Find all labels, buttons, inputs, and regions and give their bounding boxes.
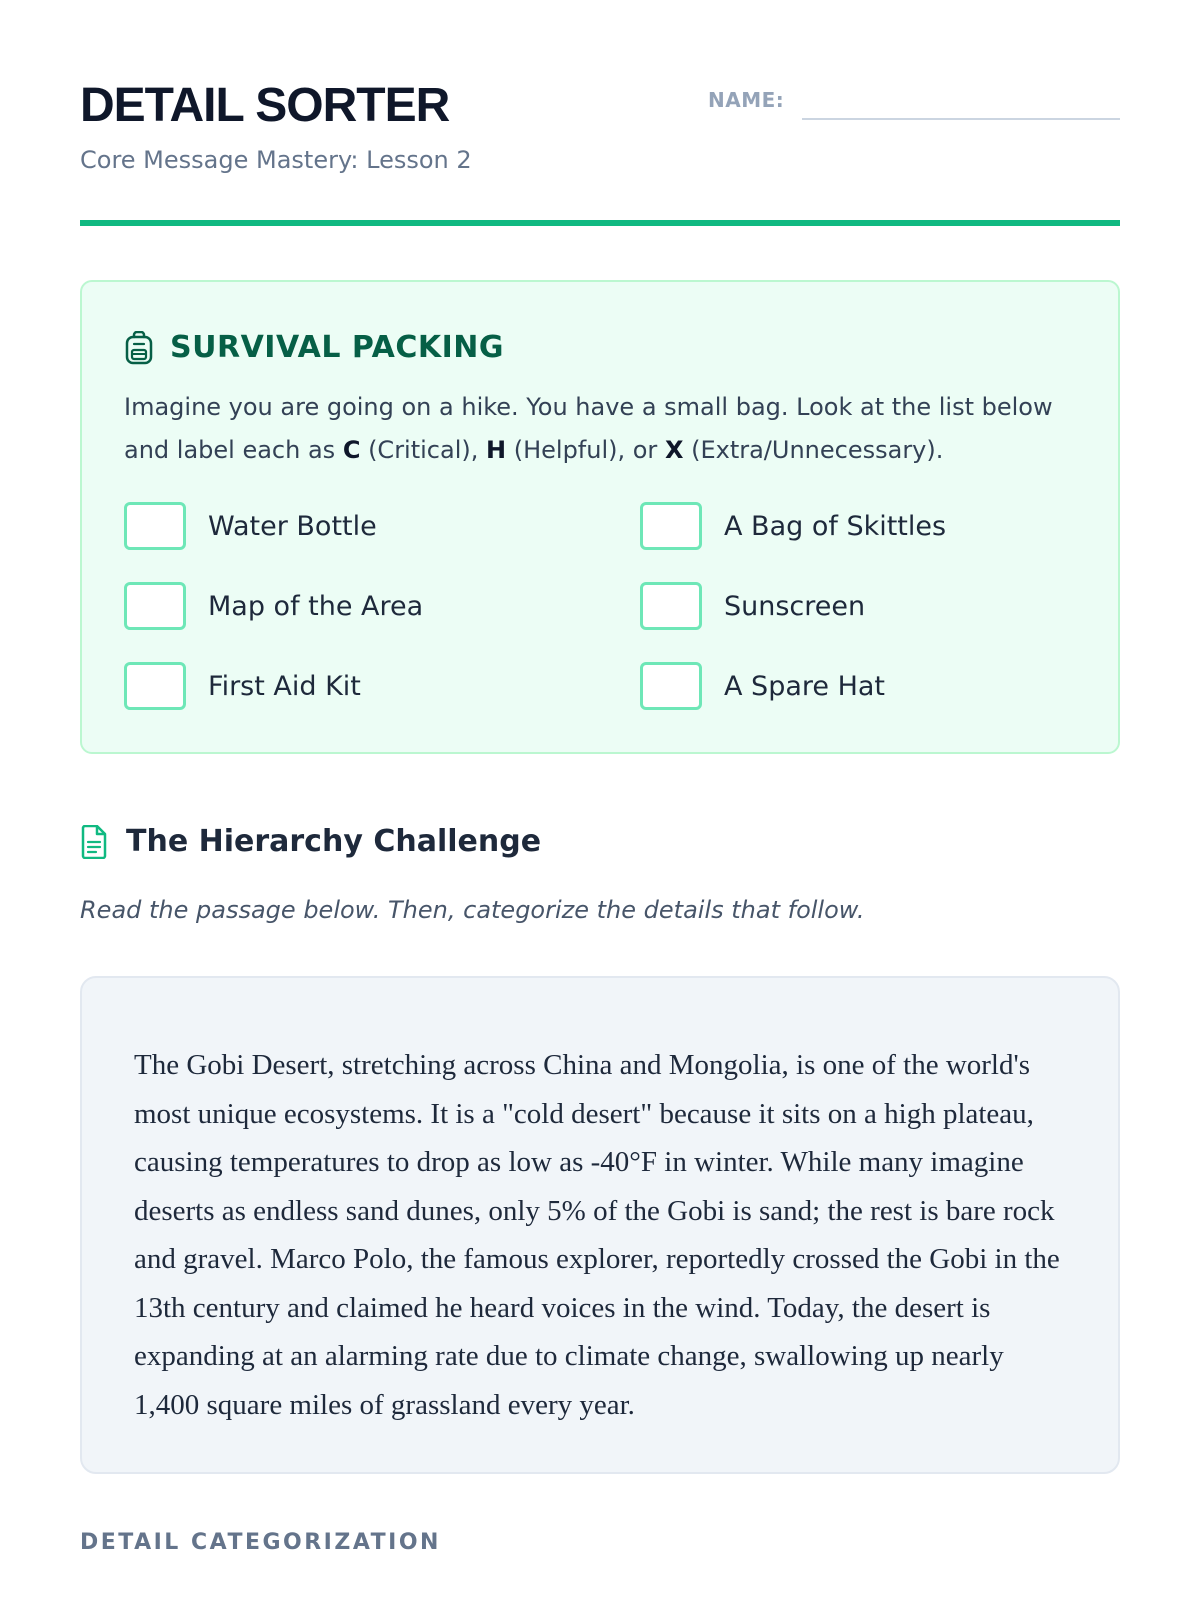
item-label: A Bag of Skittles xyxy=(724,510,947,542)
passage-text: The Gobi Desert, stretching across China and Mongolia, is one of the world's most unique ecosystems. It is a "cold desert" because it sits on a high plateau, causing temperatures to drop as low as -40°F in winter. While many imagine deserts as endless sand dunes, only 5% of the Gobi is sand; the rest is bare rock and gravel. Marco Polo, the famous explorer, reportedly crossed the Gobi in the 13th century and claimed he heard voices in the wind. Today, the desert is expanding at an alarming rate due to climate change, swallowing up nearly 1,400 square miles of grassland every year. xyxy=(134,1049,1060,1421)
label-answer-box[interactable] xyxy=(640,662,702,710)
code-extra: X xyxy=(664,436,684,464)
name-field-line[interactable] xyxy=(802,118,1120,120)
survival-packing-panel xyxy=(80,280,1120,754)
page-title: DETAIL SORTER xyxy=(80,79,450,132)
list-item xyxy=(124,500,640,552)
label-answer-box[interactable] xyxy=(124,582,186,630)
label-answer-box[interactable] xyxy=(640,502,702,550)
item-label: A Spare Hat xyxy=(724,670,886,702)
worksheet-header xyxy=(80,0,1120,226)
item-label: First Aid Kit xyxy=(208,670,361,702)
list-item xyxy=(124,660,640,712)
hierarchy-title: The Hierarchy Challenge xyxy=(126,824,542,859)
label-extra: (Extra/Unnecessary). xyxy=(683,436,944,464)
label-answer-box[interactable] xyxy=(124,502,186,550)
page-subtitle: Core Message Mastery: Lesson 2 xyxy=(80,146,472,174)
item-label: Water Bottle xyxy=(208,510,377,542)
packing-checklist xyxy=(124,500,1074,712)
worksheet-page xyxy=(80,0,1120,1555)
header-divider xyxy=(80,220,1120,226)
item-label: Map of the Area xyxy=(208,590,424,622)
document-icon xyxy=(80,825,108,859)
survival-packing-title: SURVIVAL PACKING xyxy=(170,330,505,365)
item-label: Sunscreen xyxy=(724,590,866,622)
hierarchy-heading xyxy=(80,824,541,859)
backpack-icon xyxy=(124,331,154,365)
name-label: NAME: xyxy=(708,88,785,112)
passage-panel xyxy=(80,976,1120,1474)
label-answer-box[interactable] xyxy=(640,582,702,630)
survival-packing-heading xyxy=(124,330,504,365)
list-item xyxy=(640,660,1074,712)
label-answer-box[interactable] xyxy=(124,662,186,710)
hierarchy-instruction: Read the passage below. Then, categorize the details that follow. xyxy=(80,896,865,924)
code-helpful: H xyxy=(486,436,507,464)
label-critical: (Critical), xyxy=(360,436,486,464)
list-item xyxy=(640,500,1074,552)
instructions-text: Imagine you are going on a hike. You have a small bag. Look at the list below and label each as xyxy=(124,393,1053,464)
code-critical: C xyxy=(342,436,361,464)
list-item xyxy=(640,580,1074,632)
list-item xyxy=(124,580,640,632)
label-helpful: (Helpful), or xyxy=(506,436,665,464)
survival-packing-instructions xyxy=(124,386,1104,472)
detail-categorization-label: DETAIL CATEGORIZATION xyxy=(80,1530,441,1555)
